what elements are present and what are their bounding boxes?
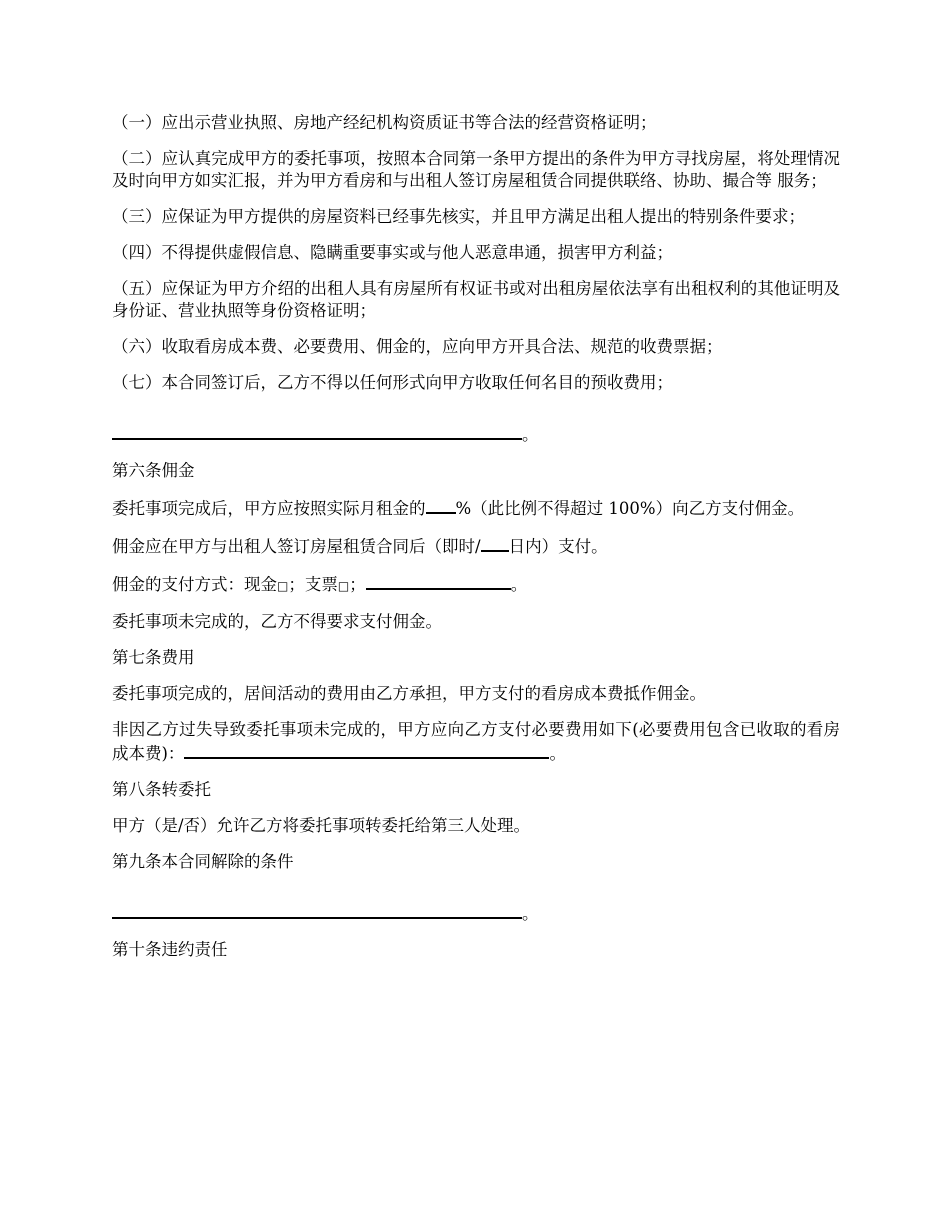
- article-10-heading: 第十条违约责任: [112, 940, 228, 959]
- text-span: 佣金的支付方式：现金: [112, 575, 277, 594]
- payment-method-clause: [112, 572, 840, 597]
- unfinished-clause: 委托事项未完成的，乙方不得要求支付佣金。: [112, 612, 442, 631]
- text-span: 日内）支付。: [508, 537, 608, 556]
- fee-blank[interactable]: [184, 741, 549, 759]
- obligation-item-5: （五）应保证为甲方介绍的出租人具有房屋所有权证书或对出租房屋依法享有出租权利的其他证明及身份证、营业执照等身份资格证明；: [112, 279, 840, 320]
- obligation-item-6: （六）收取看房成本费、必要费用、佣金的，应向甲方开具合法、规范的收费票据；: [112, 337, 723, 356]
- obligation-item-2: （二）应认真完成甲方的委托事项，按照本合同第一条甲方提出的条件为甲方寻找房屋，将处理情况及时向甲方如实汇报，并为甲方看房和与出租人签订房屋租赁合同提供联络、协助、撮合等 服务；: [112, 149, 840, 190]
- text-span: 委托事项完成后，甲方应按照实际月租金的: [112, 499, 426, 518]
- text-span: 佣金应在甲方与出租人签订房屋租赁合同后（即时/: [112, 537, 481, 556]
- rate-blank[interactable]: [426, 496, 456, 514]
- fill-blank[interactable]: [112, 901, 522, 919]
- period: 。: [522, 904, 539, 923]
- cheque-checkbox[interactable]: □: [337, 579, 350, 593]
- article-9-heading: 第九条本合同解除的条件: [112, 852, 294, 871]
- days-blank[interactable]: [481, 534, 509, 552]
- text-span: 非因乙方过失导致委托事项未完成的，甲方应向乙方支付必要费用如下(必要费用包含已收取的看房成本费)：: [112, 720, 840, 763]
- obligation-item-4: （四）不得提供虚假信息、隐瞒重要事实或与他人恶意串通，损害甲方利益；: [112, 243, 673, 262]
- obligation-item-3: （三）应保证为甲方提供的房屋资料已经事先核实，并且甲方满足出租人提出的特别条件要求；: [112, 207, 805, 226]
- cash-checkbox[interactable]: □: [277, 579, 289, 593]
- commission-time-clause: [112, 534, 840, 558]
- blank-line-obligation: [112, 422, 840, 446]
- fill-blank[interactable]: [112, 422, 522, 440]
- blank-line-termination: [112, 901, 840, 925]
- completed-fee-clause: 委托事项完成的，居间活动的费用由乙方承担，甲方支付的看房成本费抵作佣金。: [112, 684, 706, 703]
- article-7-heading: 第七条费用: [112, 648, 195, 667]
- text-span: ；支票: [288, 575, 338, 594]
- article-6-heading: 第六条佣金: [112, 461, 195, 480]
- sub-delegation-clause: 甲方（是/否）允许乙方将委托事项转委托给第三人处理。: [112, 816, 531, 835]
- text-span: %（此比例不得超过 100%）向乙方支付佣金。: [455, 499, 805, 518]
- article-8-heading: 第八条转委托: [112, 780, 211, 799]
- commission-rate-clause: [112, 496, 840, 520]
- obligation-item-1: （一）应出示营业执照、房地产经纪机构资质证书等合法的经营资格证明；: [112, 113, 657, 132]
- necessary-fee-clause: [112, 719, 840, 765]
- period: 。: [549, 744, 566, 763]
- period: 。: [522, 425, 539, 444]
- obligation-item-7: （七）本合同签订后，乙方不得以任何形式向甲方收取任何名目的预收费用；: [112, 373, 673, 392]
- other-method-blank[interactable]: [366, 572, 511, 590]
- period: 。: [510, 575, 528, 594]
- text-span: ；: [349, 575, 366, 594]
